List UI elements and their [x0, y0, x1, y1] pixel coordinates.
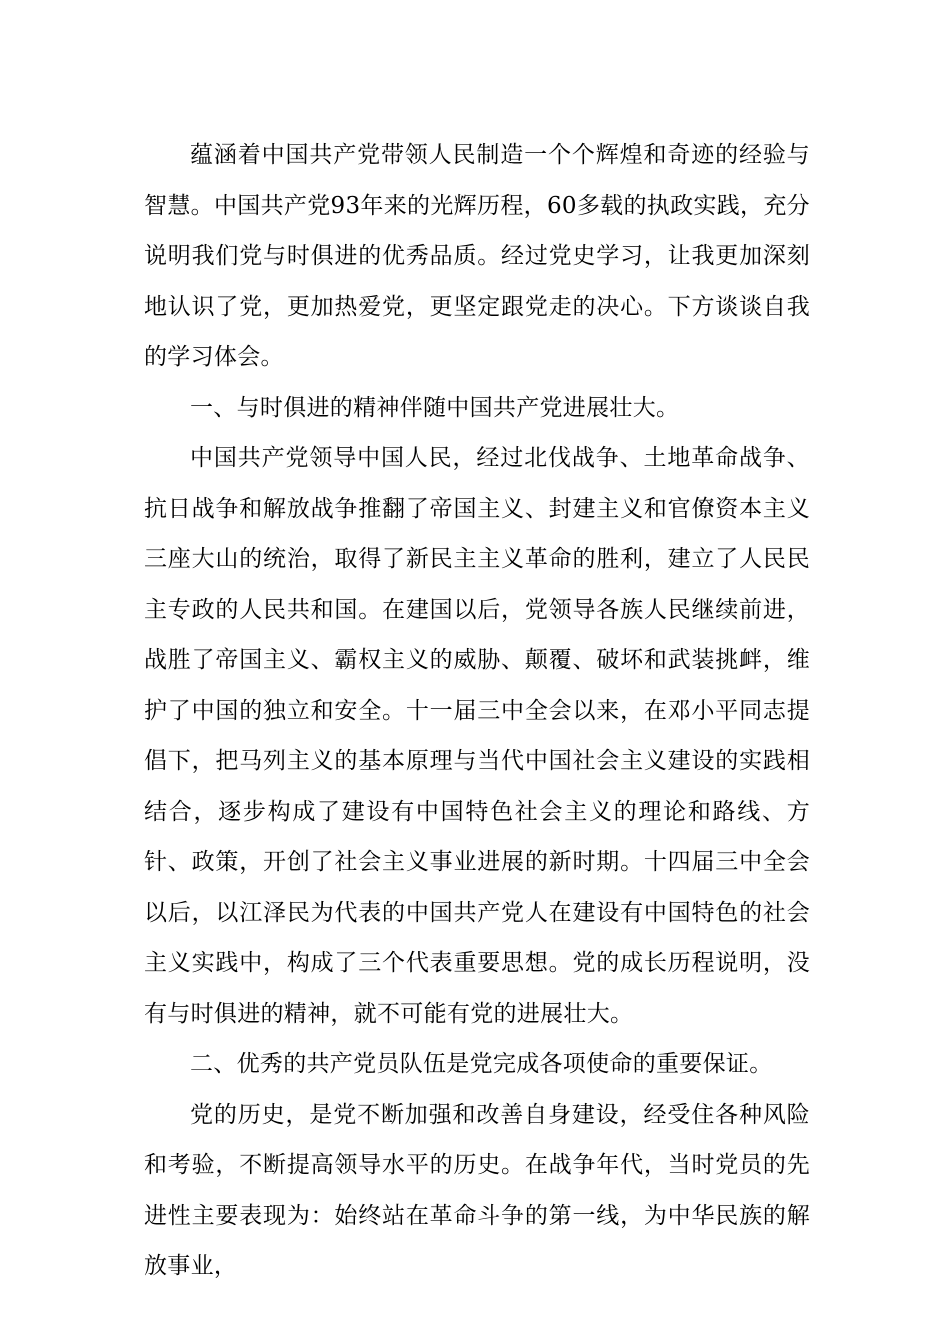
paragraph-party-building: 党的历史，是党不断加强和改善自身建设，经受住各种风险和考验，不断提高领导水平的历史。在战争年代，当时党员的先进性主要表现为：始终站在革命斗争的第一线，为中华民族的解放事业，: [144, 1101, 810, 1279]
paragraph-intro: 蕴涵着中国共产党带领人民制造一个个辉煌和奇迹的经验与智慧。中国共产党93年来的光辉历程，60多载的执政实践，充分说明我们党与时俱进的优秀品质。经过党史学习，让我更加深刻地认识了党，更加热爱党，更坚定跟党走的决心。下方谈谈自我的学习体会。: [144, 142, 810, 370]
section-heading-1: 一、与时俱进的精神伴随中国共产党进展壮大。: [190, 394, 680, 421]
document-body: [144, 130, 810, 1292]
paragraph-history: 中国共产党领导中国人民，经过北伐战争、土地革命战争、抗日战争和解放战争推翻了帝国主义、封建主义和官僚资本主义三座大山的统治，取得了新民主主义革命的胜利，建立了人民民主专政的人民共和国。在建国以后，党领导各族人民继续前进，战胜了帝国主义、霸权主义的威胁、颠覆、破坏和武装挑衅，维护了中国的独立和安全。十一届三中全会以来，在邓小平同志提倡下，把马列主义的基本原理与当代中国社会主义建设的实践相结合，逐步构成了建设有中国特色社会主义的理论和路线、方针、政策，开创了社会主义事业进展的新时期。十四届三中全会以后，以江泽民为代表的中国共产党人在建设有中国特色的社会主义实践中，构成了三个代表重要思想。党的成长历程说明，没有与时俱进的精神，就不可能有党的进展壮大。: [144, 445, 810, 1027]
section-heading-2: 二、优秀的共产党员队伍是党完成各项使命的重要保证。: [190, 1051, 773, 1077]
